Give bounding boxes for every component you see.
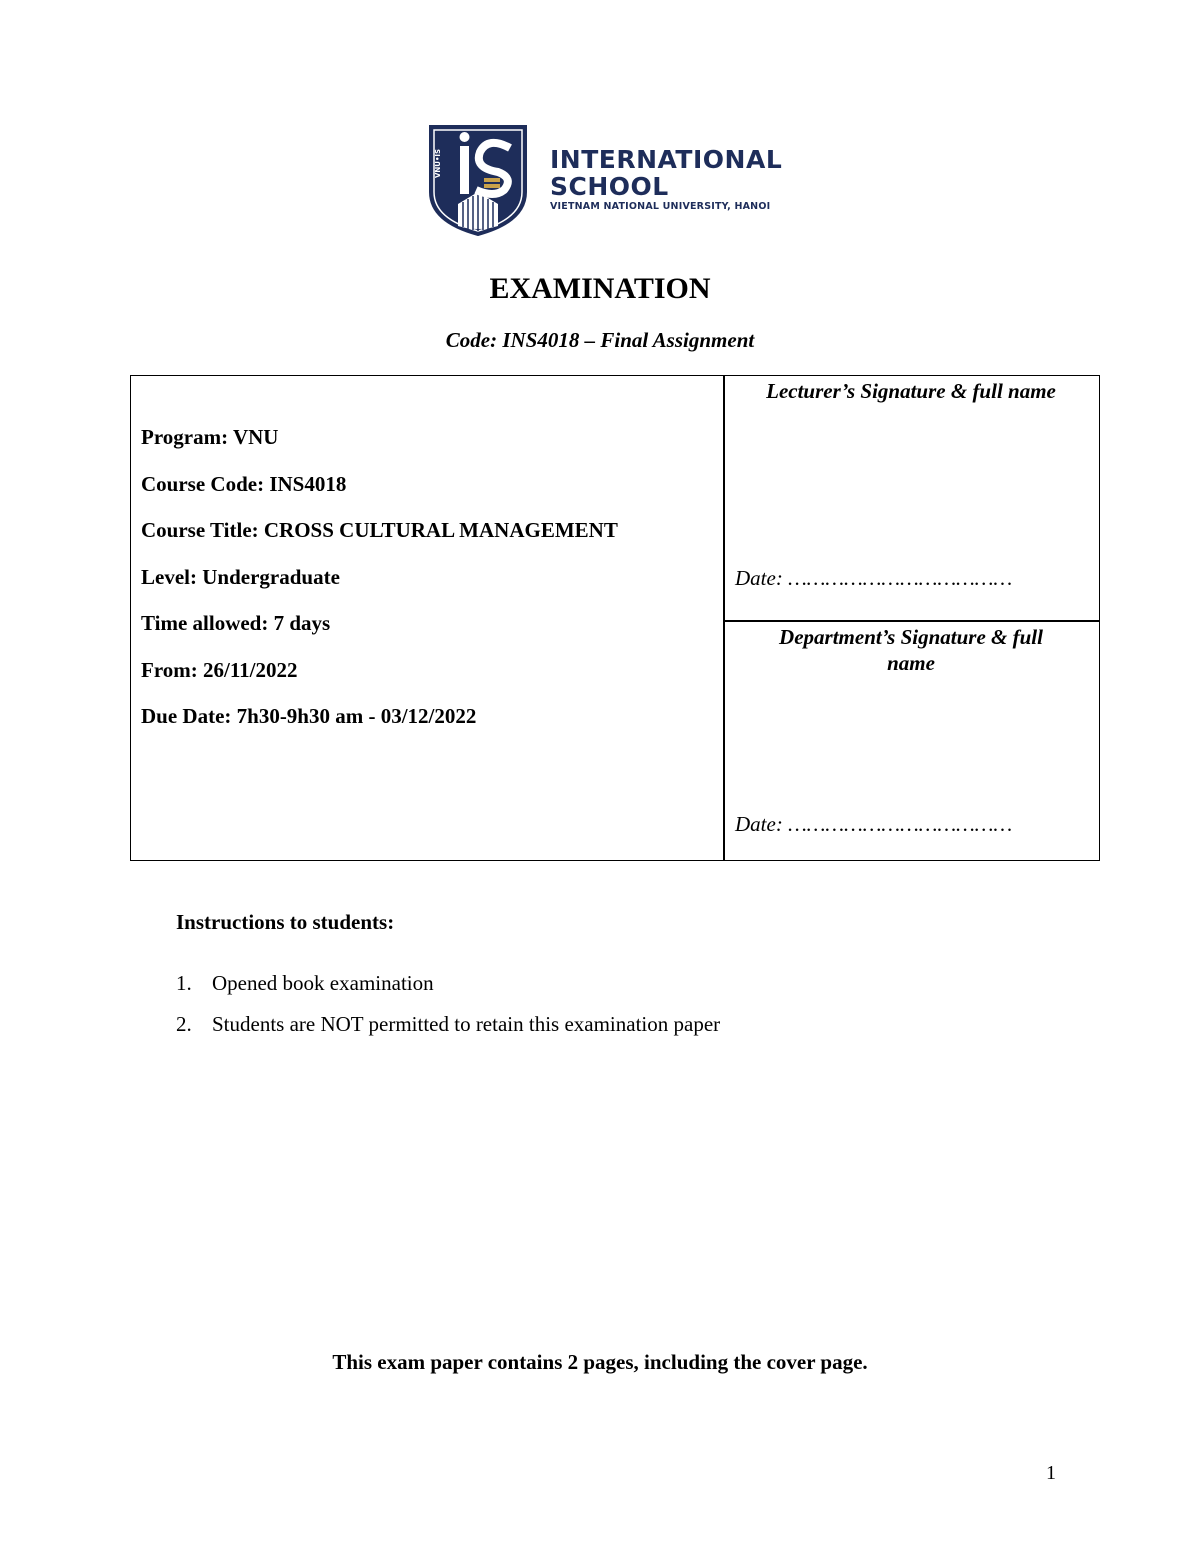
list-item [176,968,720,1009]
exam-info-table [130,375,1100,861]
due-date-line: Due Date: 7h30-9h30 am - 03/12/2022 [141,704,477,728]
page-title: EXAMINATION [489,272,711,305]
instructions-heading: Instructions to students: [176,910,395,934]
school-logo [426,122,786,238]
time-allowed-line: Time allowed: 7 days [141,611,331,635]
instructions-list [176,968,720,1050]
list-item [176,1009,720,1050]
table-vertical-divider [723,376,725,860]
list-item-number: 2. [176,1012,192,1036]
level-line: Level: Undergraduate [141,564,340,589]
lecturer-date-field: Date: ……………………………… [735,566,1013,590]
list-item-text: Students are NOT permitted to retain this examination paper [212,1012,721,1036]
logo-line-university: VIETNAM NATIONAL UNIVERSITY, HANOI [550,201,771,212]
logo-wordmark [550,146,782,214]
logo-line-school: SCHOOL [550,172,669,201]
list-item-number: 1. [176,971,192,995]
lecturer-signature-heading: Lecturer’s Signature & full name [766,379,1056,403]
program-line: Program: VNU [141,425,279,449]
table-horizontal-divider [723,620,1099,622]
department-date-field: Date: ……………………………… [735,812,1013,836]
exam-code-subtitle: Code: INS4018 – Final Assignment [445,328,755,352]
course-title-line: Course Title: CROSS CULTURAL MANAGEMENT [141,518,618,542]
list-item-text: Opened book examination [212,971,434,995]
course-code-line: Course Code: INS4018 [141,471,347,496]
logo-emblem-text: VNU•IS [434,148,442,178]
course-info [141,422,618,748]
from-date-line: From: 26/11/2022 [141,657,298,682]
department-signature-heading: Department’s Signature & full name [779,625,1043,675]
school-shield-icon [426,122,536,238]
page-count-note: This exam paper contains 2 pages, including the cover page. [332,1350,868,1374]
page-number: 1 [1046,1462,1056,1484]
logo-line-international: INTERNATIONAL [550,145,783,174]
